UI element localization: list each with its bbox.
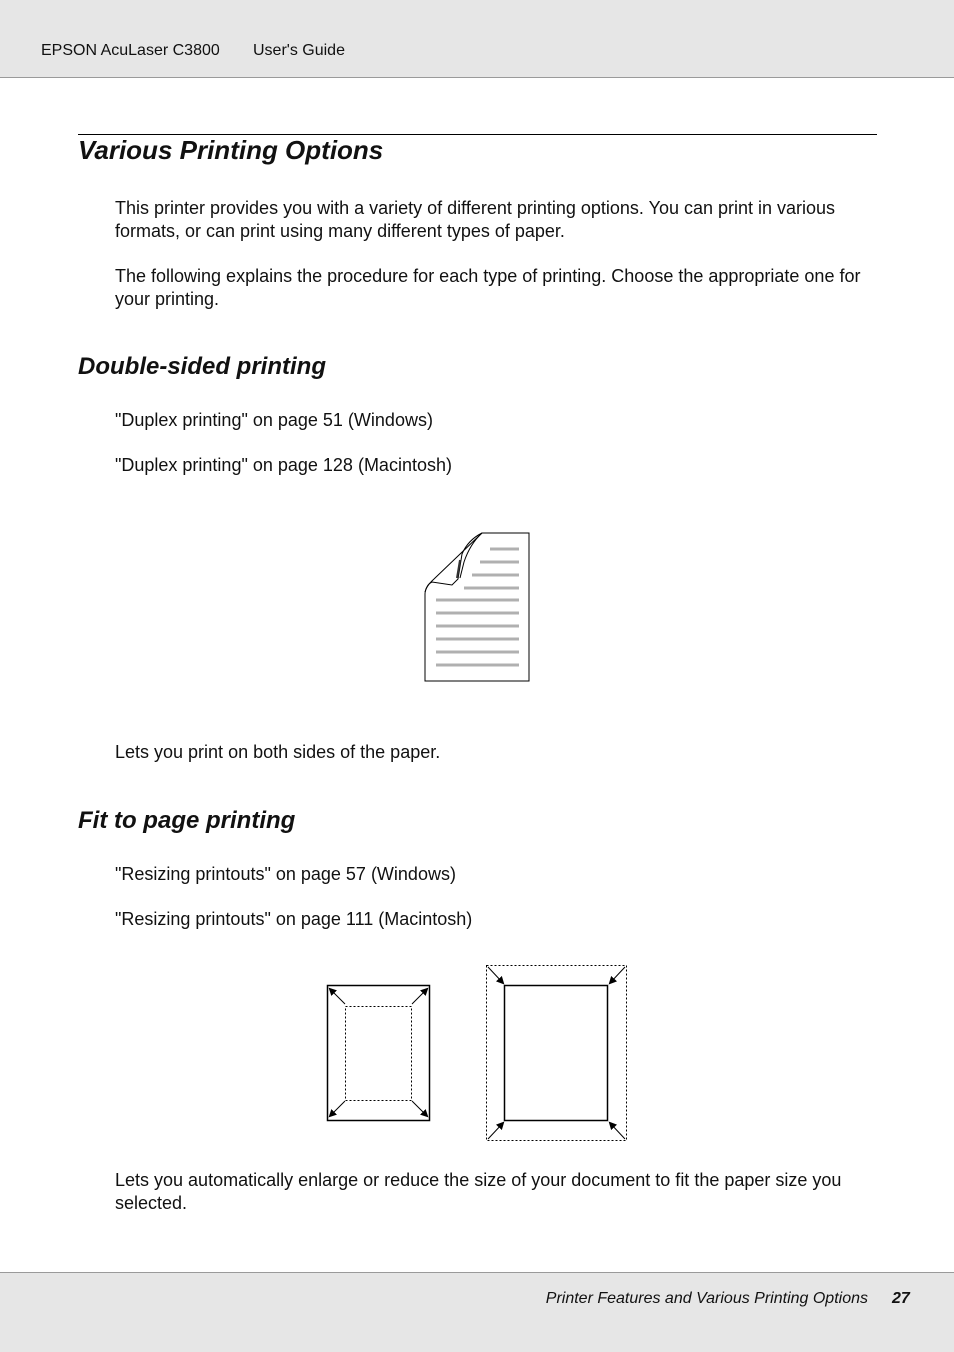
product-name: EPSON AcuLaser C3800 <box>41 42 220 59</box>
page-header <box>0 0 954 78</box>
link-duplex-macintosh[interactable]: "Duplex printing" on page 128 (Macintosh) <box>115 455 452 475</box>
page-number: 27 <box>892 1290 910 1307</box>
link-resize-windows[interactable]: "Resizing printouts" on page 57 (Windows) <box>115 864 456 884</box>
link-duplex-windows[interactable]: "Duplex printing" on page 51 (Windows) <box>115 410 433 430</box>
section-heading-double-sided: Double-sided printing <box>78 353 326 380</box>
section-heading-fit-to-page: Fit to page printing <box>78 807 296 834</box>
page-footer <box>0 1272 954 1352</box>
duplex-page-icon <box>424 532 530 682</box>
fit-to-page-description: Lets you automatically enlarge or reduce the size of your document to fit the paper size you selected. <box>115 1170 842 1213</box>
link-resize-macintosh[interactable]: "Resizing printouts" on page 111 (Macintosh) <box>115 909 473 929</box>
fit-to-page-icon <box>326 964 628 1142</box>
double-sided-description: Lets you print on both sides of the paper. <box>115 742 441 762</box>
footer-section-title: Printer Features and Various Printing Options <box>545 1290 868 1307</box>
guide-name: User's Guide <box>253 42 345 59</box>
page-title: Various Printing Options <box>78 135 384 165</box>
intro-paragraph-1: This printer provides you with a variety of different printing options. You can print in various formats, or can print using many different types of paper. <box>115 198 836 241</box>
intro-paragraph-2: The following explains the procedure for each type of printing. Choose the appropriate one for your printing. <box>115 266 861 309</box>
